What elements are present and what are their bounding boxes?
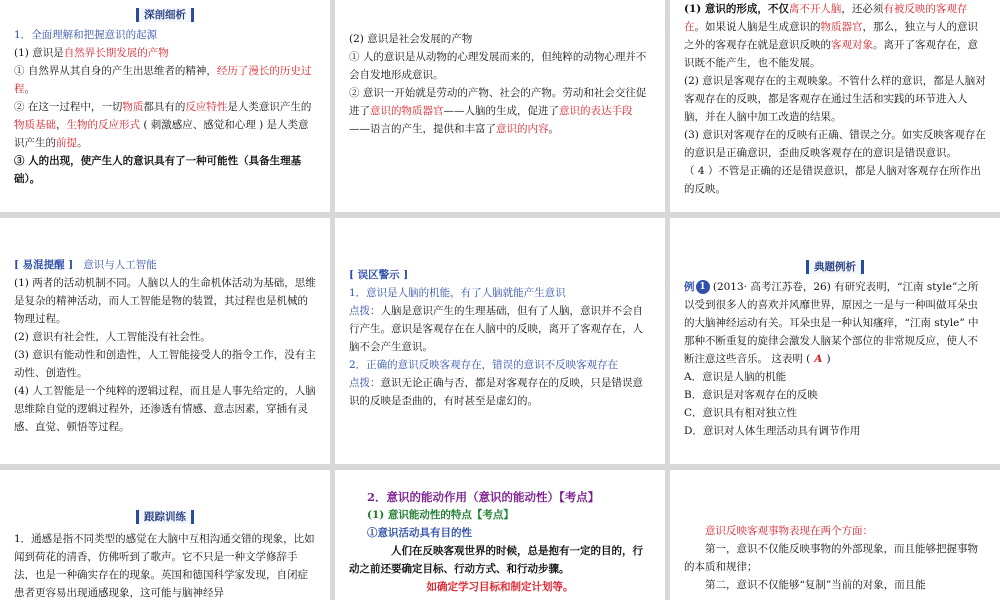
paragraph: ② 在这一过程中，一切物质都具有的反应特性是人类意识产生的物质基础，生物的反应形式 ( 刺激感应、感觉和心理 ) 是人类意识产生的前提。: [14, 101, 312, 149]
slide-example-analysis: [670, 218, 1000, 464]
paragraph: （ 4 ）不管是正确的还是错误意识，都是人脑对客观存在所作出的反映。: [684, 165, 981, 195]
option-d: D．意识对人体生理活动具有调节作用: [684, 425, 861, 437]
section-tag: 深剖细析: [136, 8, 194, 22]
paragraph: 1．通感是指不同类型的感觉在大脑中互相沟通交错的现象，比如闻到荷花的清香，仿佛听到了歌声。它不只是一种文学修辞手法，也是一种确实存在的现象。英国和德国科学家发现，自闭症患者更容易出现通感现象，这可能与脑神经异: [14, 533, 315, 599]
slide-misconception-warning: [335, 218, 665, 464]
slide-social-product: [335, 0, 665, 212]
paragraph: 如确定学习目标和制定计划等。: [426, 581, 574, 593]
circle-number-icon: 1: [696, 280, 710, 294]
paragraph: (2) 意识是客观存在的主观映象。不管什么样的意识，都是人脑对客观存在的反映，都是客观存在通过生活和实践的环节进入人脑，并在人脑中加工改造的结果。: [684, 75, 986, 123]
misconception-title: 1．意识是人脑的机能，有了人脑就能产生意识: [349, 287, 566, 299]
paragraph: (2) 意识是社会发展的产物: [349, 33, 473, 45]
paragraph: (1) 意识的形成，不仅离不开人脑，还必须有被反映的客观存在。如果说人脑是生成意识的物质器官，那么，独立与人的意识之外的客观存在就是意识反映的客观对象。离开了客观存在，意识既不能产生，也不能发展。: [684, 3, 978, 69]
misconception-title: 2．正确的意识反映客观存在，错误的意识不反映客观存在: [349, 359, 619, 371]
paragraph: (1) 意识是自然界长期发展的产物: [14, 47, 169, 59]
slide-reflection-aspects: [670, 470, 1000, 600]
heading: 2．意识的能动作用（意识的能动性）【考点】: [367, 490, 600, 504]
option-a: A．意识是人脑的机能: [684, 371, 787, 383]
paragraph: (1) 两者的活动机制不同。人脑以人的生命机体活动为基础，思维是复杂的精神活动，而人工智能是物的装置，其过程也是机械的物理过程。: [14, 277, 316, 325]
question: 例 1 (2013· 高考江苏卷，26) 有研究表明，“江南 style”之所以受到很多人的喜欢并风靡世界，原因之一是与一种叫做耳朵虫的大脑神经运动有关。耳朵虫是一种认知瘙痒，“江南 style” 中那种不断重复的旋律会激发人脑某个部位的非常规反应，使人不断注意这些音乐。 这表明 ( A ): [684, 278, 986, 368]
option-b: B．意识是对客观存在的反映: [684, 389, 818, 401]
paragraph: (3) 意识对客观存在的反映有正确、错误之分。如实反映客观存在的意识是正确意识，歪曲反映客观存在的意识是错误意识。: [684, 129, 986, 159]
slide-dynamic-role: [335, 470, 665, 600]
paragraph: 点拨：人脑是意识产生的生理基础，但有了人脑，意识并不会自行产生。意识是客观存在在人脑中的反映，离开了客观存在，人脑不会产生意识。: [349, 305, 643, 353]
paragraph: (2) 意识有社会性，人工智能没有社会性。: [14, 331, 211, 343]
paragraph: 点拨：意识无论正确与否，都是对客观存在的反映，只是错误意识的反映是歪曲的，有时甚至是虚幻的。: [349, 377, 643, 407]
subheading: (1) 意识能动性的特点【考点】: [367, 509, 514, 521]
paragraph: (3) 意识有能动性和创造性，人工智能接受人的指令工作，没有主动性、创造性。: [14, 349, 316, 379]
slide-follow-up-training: [0, 470, 330, 600]
paragraph: ③ 人的出现，使产生人的意识具有了一种可能性（具备生理基础）。: [14, 155, 302, 185]
example-badge: 例 1: [684, 278, 710, 296]
paragraph: 意识反映客观事物表现在两个方面：: [705, 525, 873, 537]
option-c: C．意识具有相对独立性: [684, 407, 798, 419]
subheading: ①意识活动具有目的性: [367, 527, 472, 539]
paragraph: ① 人的意识是从动物的心理发展而来的，但纯粹的动物心理并不会自发地形成意识。: [349, 51, 647, 81]
paragraph: 第二，意识不仅能够“复制”当前的对象，而且能: [705, 579, 926, 591]
heading: [ 易混提醒 ] 意识与人工智能: [14, 259, 157, 271]
paragraph: 人们在反映客观世界的时候，总是抱有一定的目的，行动之前还要确定目标、行动方式、和行动步骤。: [349, 545, 643, 575]
answer-mark: A: [814, 353, 823, 365]
slide-essence-of-consciousness: [670, 0, 1000, 212]
heading: 1．全面理解和把握意识的起源: [14, 29, 158, 41]
section-tag: 跟踪训练: [136, 510, 194, 524]
paragraph: ① 自然界从其自身的产生出思维者的精神，经历了漫长的历史过程。: [14, 65, 312, 95]
paragraph: 第一，意识不仅能反映事物的外部现象，而且能够把握事物的本质和规律；: [684, 543, 978, 573]
heading: [ 误区警示 ]: [349, 269, 409, 281]
slide-origin-of-consciousness: [0, 0, 330, 212]
slide-confusion-reminder: [0, 218, 330, 464]
paragraph: ② 意识一开始就是劳动的产物、社会的产物。劳动和社会交往促进了意识的物质器官——人脑的生成，促进了意识的表达手段——语言的产生，提供和丰富了意识的内容。: [349, 87, 647, 135]
section-tag: 典题例析: [806, 260, 864, 274]
paragraph: (4) 人工智能是一个纯粹的逻辑过程，而且是人事先给定的，人脑思维除自觉的逻辑过程外，还渗透有情感、意志因素，穿插有灵感、直觉、顿悟等过程。: [14, 385, 316, 433]
